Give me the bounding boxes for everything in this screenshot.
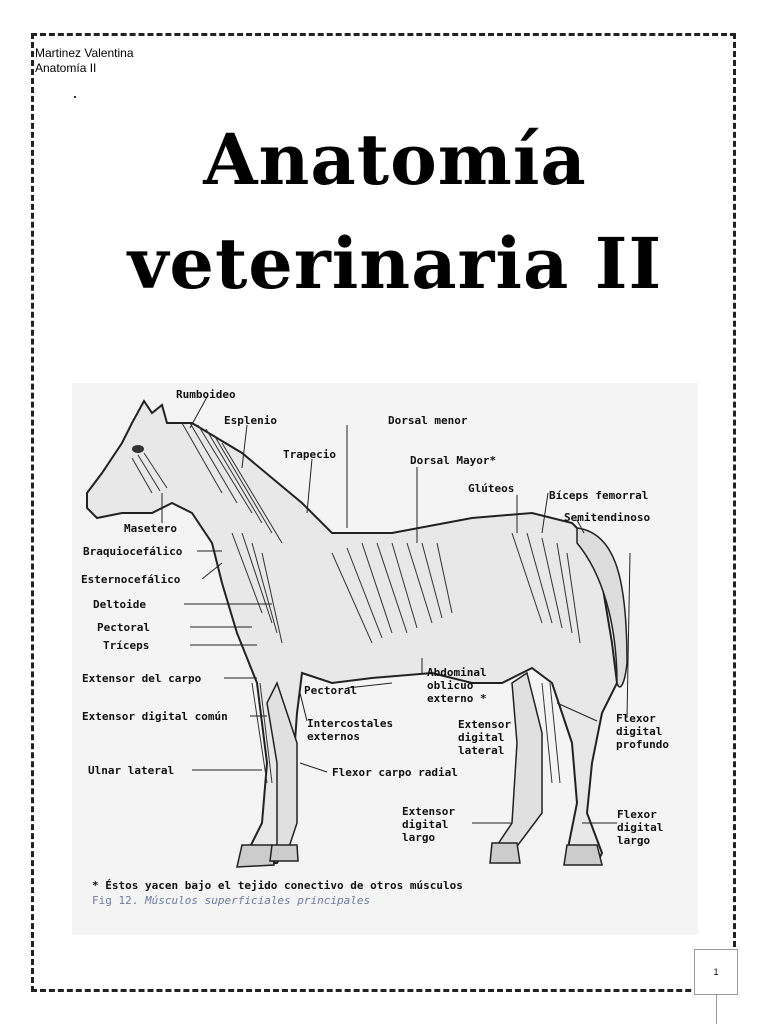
label-deltoide: Deltoide <box>93 598 146 611</box>
label-esternocefalico: Esternocefálico <box>81 573 181 586</box>
label-braquiocefalico: Braquiocefálico <box>83 545 183 558</box>
label-intercostales: Intercostales externos <box>307 717 394 743</box>
page-number-rule <box>716 995 717 1024</box>
horse-illustration <box>72 383 698 935</box>
course-name: Anatomía II <box>35 61 97 75</box>
page-number: 1 <box>713 967 719 977</box>
label-semitendinoso: Semitendinoso <box>564 511 651 524</box>
label-flexor-carpo-radial: Flexor carpo radial <box>332 766 458 779</box>
label-gluteos: Glúteos <box>468 482 515 495</box>
page-title <box>60 108 730 316</box>
caption-prefix: Fig 12. <box>92 894 139 907</box>
label-extensor-digital-lateral: Extensor digital lateral <box>458 718 511 757</box>
label-pectoral-2: Pectoral <box>304 684 357 697</box>
label-romboideo: Rumboideo <box>176 388 236 401</box>
label-extensor-carpo: Extensor del carpo <box>82 672 202 685</box>
label-esplenio: Esplenio <box>224 414 277 427</box>
label-biceps-femoral: Bíceps femorral <box>549 489 649 502</box>
label-dorsal-mayor: Dorsal Mayor* <box>410 454 497 467</box>
label-extensor-digital-largo: Extensor digital largo <box>402 805 455 844</box>
label-dorsal-menor: Dorsal menor <box>388 414 468 427</box>
stray-dot <box>74 96 76 98</box>
horse-muscle-figure <box>72 383 698 935</box>
title-line-1: Anatomía <box>203 118 587 201</box>
label-flexor-digital-profundo: Flexor digital profundo <box>616 712 669 751</box>
horse-eye <box>132 445 144 453</box>
author-block <box>35 46 134 76</box>
label-masetero: Masetero <box>124 522 177 535</box>
label-abdominal-oblicuo: Abdominal oblicuo externo * <box>427 666 487 705</box>
page-number-box <box>694 949 738 995</box>
label-ulnar-lateral: Ulnar lateral <box>88 764 175 777</box>
label-trapecio: Trapecio <box>283 448 336 461</box>
title-line-2: veterinaria II <box>127 222 663 305</box>
author-name: Martinez Valentina <box>35 46 134 60</box>
label-pectoral-1: Pectoral <box>97 621 150 634</box>
caption-text: Músculos superficiales principales <box>144 894 371 907</box>
figure-note: * Éstos yacen bajo el tejido conectivo de otros músculos <box>92 879 463 892</box>
hooves <box>237 843 602 867</box>
figure-caption <box>92 894 370 907</box>
label-triceps: Tríceps <box>103 639 150 652</box>
label-flexor-digital-largo: Flexor digital largo <box>617 808 664 847</box>
label-extensor-digital-comun: Extensor digital común <box>82 710 228 723</box>
